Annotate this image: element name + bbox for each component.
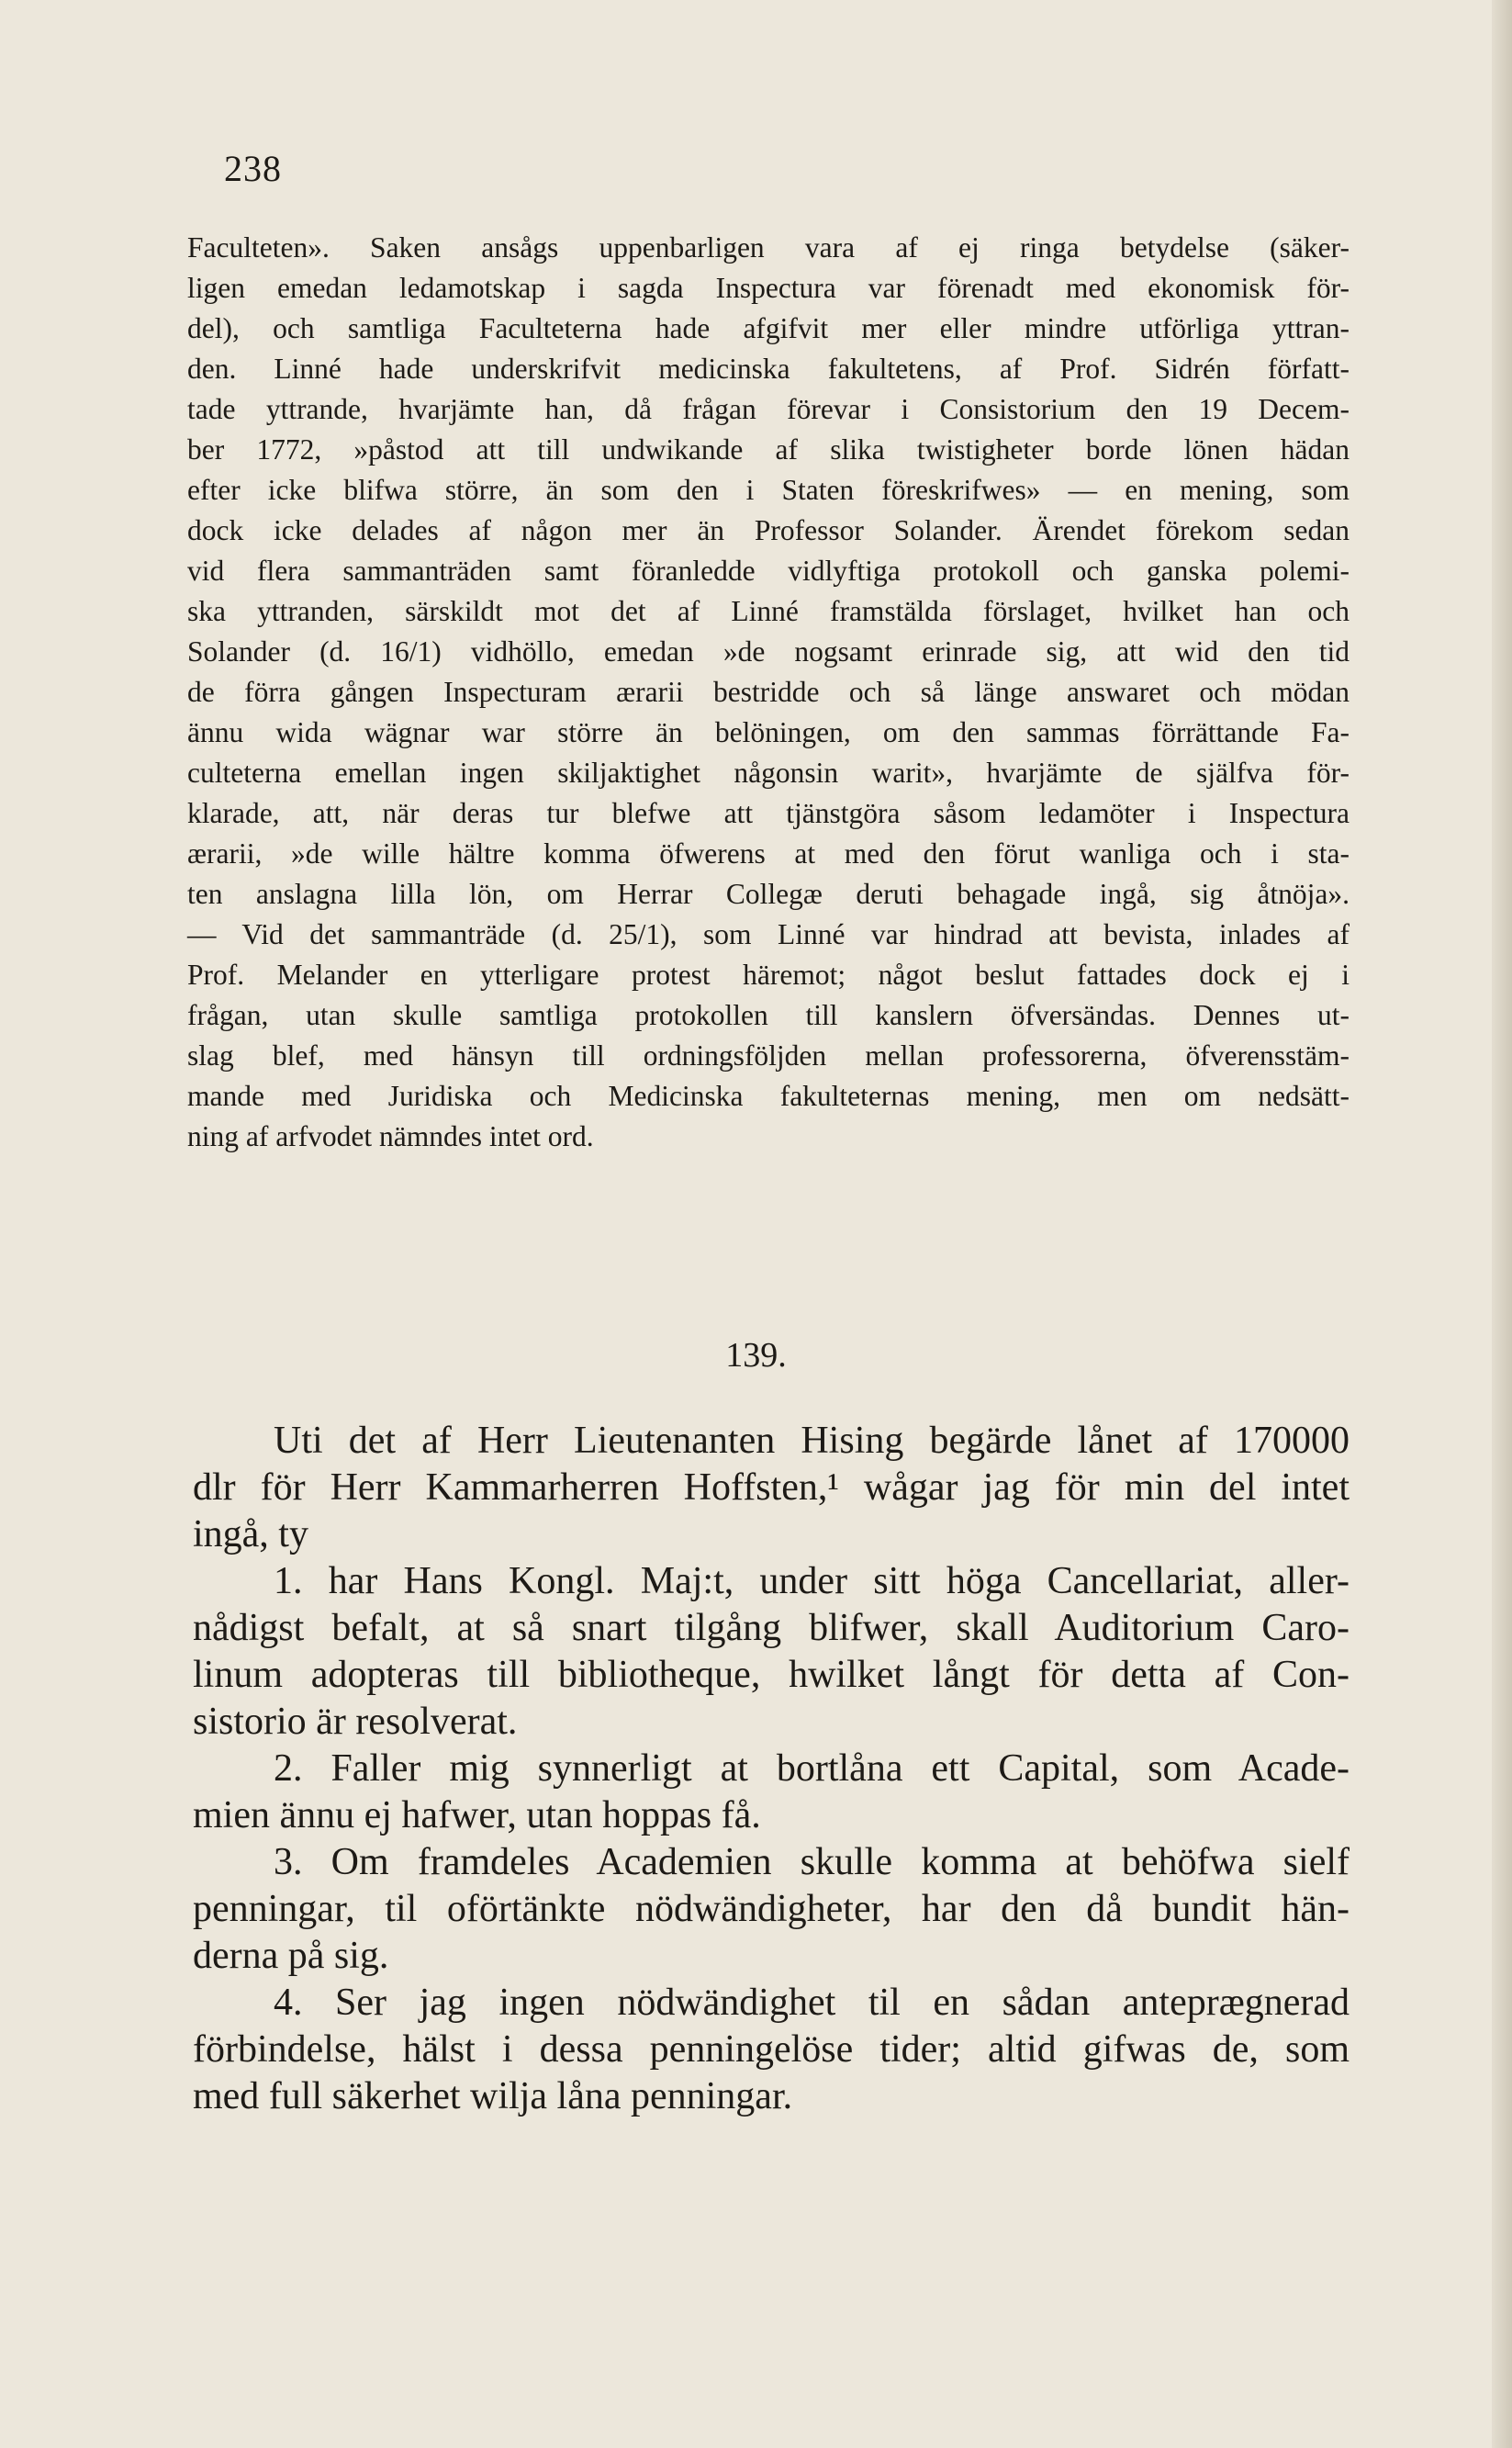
- letter-item-line: sistorio är resolverat.: [193, 1701, 518, 1743]
- letter-line: ingå, ty: [193, 1513, 308, 1555]
- letter-item-line: mien ännu ej hafwer, utan hoppas få.: [193, 1794, 761, 1836]
- paragraph-line: mande med Juridiska och Medicinska fakulteternas mening, men om nedsätt-: [187, 1080, 1350, 1112]
- letter-text: [193, 1418, 1350, 2120]
- section-number: 139.: [725, 1336, 787, 1375]
- letter-item-line: derna på sig.: [193, 1935, 389, 1977]
- paragraph-line: den. Linné hade underskrifvit medicinska fakultetens, af Prof. Sidrén författ-: [187, 353, 1350, 385]
- paragraph-line: ten anslagna lilla lön, om Herrar Collegæ deruti behagade ingå, sig åtnöja».: [187, 878, 1350, 910]
- paragraph-line: — Vid det sammanträde (d. 25/1), som Linné var hindrad att bevista, inlades af: [187, 918, 1350, 950]
- paragraph-line: Prof. Melander en ytterligare protest häremot; något beslut fattades dock ej i: [187, 959, 1350, 991]
- paragraph-line: ska yttranden, särskildt mot det af Linné framstälda förslaget, hvilket han och: [187, 595, 1350, 627]
- paragraph-line: efter icke blifwa större, än som den i Staten föreskrifwes» — en mening, som: [187, 474, 1350, 506]
- page-number: 238: [224, 148, 282, 189]
- paragraph-line: klarade, att, när deras tur blefwe att tjänstgöra såsom ledamöter i Inspectura: [187, 797, 1350, 829]
- letter-item-line: penningar, til oförtänkte nödwändigheter, har den då bundit hän-: [193, 1888, 1350, 1930]
- body-paragraph: [187, 228, 1350, 1157]
- paragraph-line: tade yttrande, hvarjämte han, då frågan förevar i Consistorium den 19 Decem-: [187, 393, 1350, 425]
- letter-item-line: nådigst befalt, at så snart tilgång blifwer, skall Auditorium Caro-: [193, 1607, 1350, 1649]
- paragraph-line: slag blef, med hänsyn till ordningsföljden mellan professorerna, öfverensstäm-: [187, 1039, 1350, 1072]
- paragraph-line: ærarii, »de wille hältre komma öfwerens at med den förut wanliga och i sta-: [187, 837, 1350, 870]
- paragraph-line: de förra gången Inspecturam ærarii bestridde och så länge answaret och mödan: [187, 676, 1350, 708]
- letter-item-line: förbindelse, hälst i dessa penningelöse tider; altid gifwas de, som: [193, 2028, 1350, 2071]
- paragraph-line: ber 1772, »påstod att till undwikande af slika twistigheter borde lönen hädan: [187, 433, 1350, 466]
- paragraph-line: vid flera sammanträden samt föranledde vidlyftiga protokoll och ganska polemi-: [187, 555, 1350, 587]
- paragraph-line: Solander (d. 16/1) vidhöllo, emedan »de nogsamt erinrade sig, att wid den tid: [187, 635, 1350, 668]
- paragraph-line: dock icke delades af någon mer än Professor Solander. Ärendet förekom sedan: [187, 514, 1350, 546]
- letter-item-line: med full säkerhet wilja låna penningar.: [193, 2075, 793, 2117]
- paragraph-line: del), och samtliga Faculteterna hade afgifvit mer eller mindre utförliga yttran-: [187, 312, 1350, 344]
- paragraph-line: ning af arfvodet nämndes intet ord.: [187, 1120, 594, 1152]
- paragraph-line: frågan, utan skulle samtliga protokollen till kanslern öfversändas. Dennes ut-: [187, 999, 1350, 1031]
- letter-item-line: 3. Om framdeles Academien skulle komma at behöfwa sielf: [274, 1841, 1350, 1883]
- letter-item-line: 4. Ser jag ingen nödwändighet til en sådan anteprægnerad: [274, 1982, 1350, 2024]
- paragraph-line: Faculteten». Saken ansågs uppenbarligen vara af ej ringa betydelse (säker-: [187, 231, 1350, 264]
- paragraph-line: ännu wida wägnar war större än belöningen, om den sammas förrättande Fa-: [187, 716, 1350, 748]
- letter-line: Uti det af Herr Lieutenanten Hising begärde lånet af 170000: [274, 1420, 1350, 1462]
- letter-item-line: 2. Faller mig synnerligt at bortlåna ett Capital, som Acade-: [274, 1747, 1350, 1790]
- letter-item-line: 1. har Hans Kongl. Maj:t, under sitt höga Cancellariat, aller-: [274, 1560, 1350, 1602]
- paragraph-line: ligen emedan ledamotskap i sagda Inspectura var förenadt med ekonomisk för-: [187, 272, 1350, 304]
- letter-item-line: linum adopteras till bibliotheque, hwilket långt för detta af Con-: [193, 1654, 1350, 1696]
- letter-line: dlr för Herr Kammarherren Hoffsten,¹ wågar jag för min del intet: [193, 1466, 1350, 1509]
- paragraph-line: culteterna emellan ingen skiljaktighet någonsin warit», hvarjämte de själfva för-: [187, 757, 1350, 789]
- page-edge: [1492, 0, 1512, 2448]
